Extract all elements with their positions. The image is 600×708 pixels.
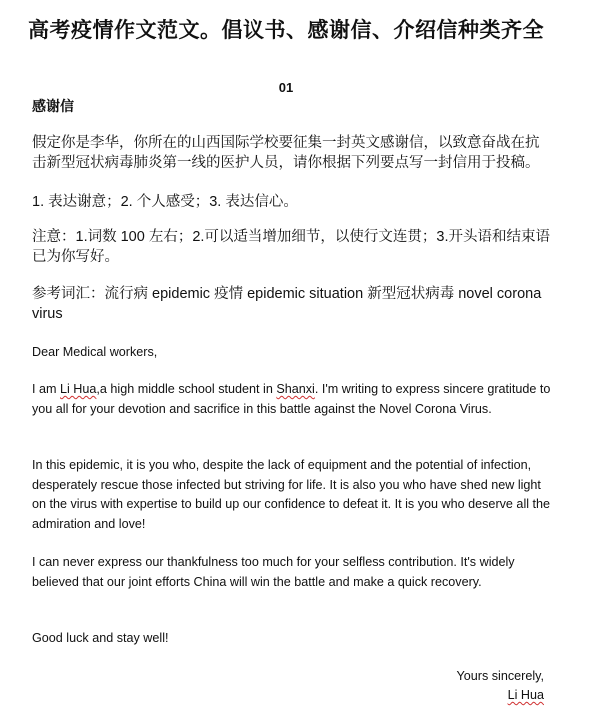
prompt-intro: 假定你是李华，你所在的山西国际学校要征集一封英文感谢信，以致意奋战在抗击新型冠状病毒肺炎第一线的医护人员，请你根据下列要点写一封信用于投稿。 [32, 135, 540, 171]
document-title: 高考疫情作文范文。倡议书、感谢信、介绍信种类齐全 [28, 19, 544, 42]
p1-name: Li Hua [60, 382, 97, 396]
letter-paragraph-3: I can never express our thankfulness too much for your selfless contribution. It's widely believed that our joint efforts China will win the battle and make a quick recovery. [32, 555, 515, 589]
p1-place: Shanxi [276, 382, 315, 396]
letter-signature [508, 686, 544, 706]
p1-pre: I am [32, 382, 60, 396]
p1-post: . I'm writing to express sincere gratitude to you all for your devotion and sacrifice in this battle against the Novel Corona Virus. [32, 382, 551, 416]
letter-closing-wish: Good luck and stay well! [32, 631, 169, 645]
letter-greeting: Dear Medical workers, [32, 345, 158, 359]
signature-name: Li Hua [507, 688, 544, 702]
prompt-vocab: 参考词汇：流行病 epidemic 疫情 epidemic situation 新型冠状病毒 novel corona virus [32, 286, 542, 322]
letter-signoff: Yours sincerely, [456, 669, 544, 683]
prompt-points: 1. 表达谢意；2. 个人感受；3. 表达信心。 [32, 194, 298, 210]
p1-mid: ,a high middle school student in [96, 382, 277, 396]
letter-paragraph-2: In this epidemic, it is you who, despite the lack of equipment and the potential of infection, desperately rescue those infected but striving for life. It is also you who have shed new light on the virus with expertise to build up our confidence to defeat it. It is you who deserve all the admiration and love! [32, 458, 551, 531]
prompt-notes: 注意：1.词数 100 左右；2.可以适当增加细节，以使行文连贯；3.开头语和结束语已为你写好。 [32, 229, 551, 265]
section-heading: 感谢信 [32, 98, 74, 114]
letter-paragraph-1 [32, 380, 552, 419]
section-number: 01 [278, 80, 294, 95]
